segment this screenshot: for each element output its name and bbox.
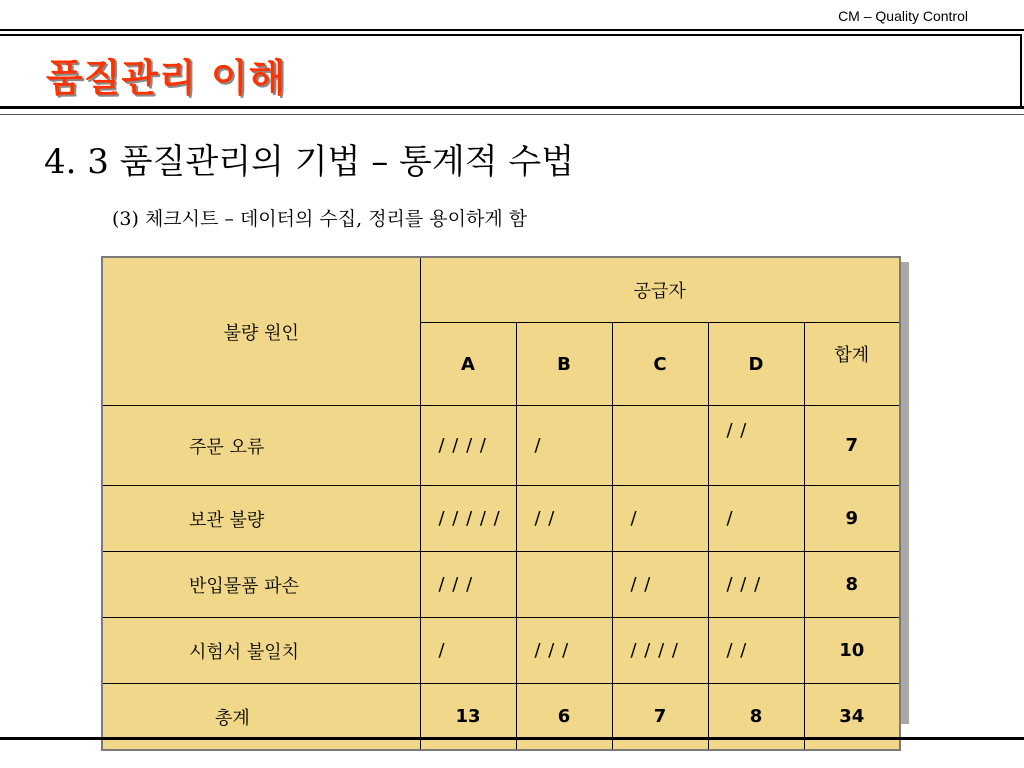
total-a: 13 xyxy=(420,684,516,751)
total-label: 총계 xyxy=(102,684,420,751)
grand-total: 34 xyxy=(804,684,900,751)
row-sum: 8 xyxy=(804,552,900,618)
supplier-a-header: A xyxy=(420,323,516,406)
subtitle: (3) 체크시트 – 데이터의 수집, 정리를 용이하게 함 xyxy=(112,208,528,230)
tally-cell: / xyxy=(708,486,804,552)
tally-cell: / / / xyxy=(420,552,516,618)
supplier-d-header: D xyxy=(708,323,804,406)
supplier-header: 공급자 xyxy=(420,257,900,323)
total-c: 7 xyxy=(612,684,708,751)
tally-cell: / xyxy=(420,618,516,684)
total-b: 6 xyxy=(516,684,612,751)
tally-cell: / / / xyxy=(516,618,612,684)
table-total-row xyxy=(102,684,900,751)
tally-cell: / / xyxy=(708,406,804,486)
bottom-rule xyxy=(0,737,1024,740)
title-underline-thin xyxy=(0,114,1024,115)
tally-cell: / / xyxy=(708,618,804,684)
tally-cell: / / / / xyxy=(612,618,708,684)
row-sum: 7 xyxy=(804,406,900,486)
tally-cell: / / / / xyxy=(420,406,516,486)
supplier-b-header: B xyxy=(516,323,612,406)
title-underline xyxy=(0,106,1024,109)
cause-header: 불량 원인 xyxy=(102,257,420,406)
section-title: 4. 3 품질관리의 기법 – 통계적 수법 xyxy=(44,142,575,182)
row-cause: 시험서 불일치 xyxy=(102,618,420,684)
tally-cell: / / xyxy=(516,486,612,552)
total-d: 8 xyxy=(708,684,804,751)
tally-cell: / / / xyxy=(708,552,804,618)
tally-cell: / xyxy=(612,486,708,552)
page-title: 품질관리 이해 xyxy=(46,56,287,100)
table-header-row xyxy=(102,257,900,323)
top-rule xyxy=(0,29,1024,31)
row-sum: 10 xyxy=(804,618,900,684)
sum-header: 합계 xyxy=(804,323,900,406)
table-row xyxy=(102,486,900,552)
tally-cell xyxy=(612,406,708,486)
tally-cell xyxy=(516,552,612,618)
table-row xyxy=(102,618,900,684)
supplier-c-header: C xyxy=(612,323,708,406)
table-row xyxy=(102,552,900,618)
check-sheet-table xyxy=(101,256,901,751)
row-sum: 9 xyxy=(804,486,900,552)
row-cause: 주문 오류 xyxy=(102,406,420,486)
row-cause: 반입물품 파손 xyxy=(102,552,420,618)
tally-cell: / / / / / xyxy=(420,486,516,552)
tally-cell: / / xyxy=(612,552,708,618)
row-cause: 보관 불량 xyxy=(102,486,420,552)
table-row xyxy=(102,406,900,486)
header-label: CM – Quality Control xyxy=(838,8,968,24)
tally-cell: / xyxy=(516,406,612,486)
